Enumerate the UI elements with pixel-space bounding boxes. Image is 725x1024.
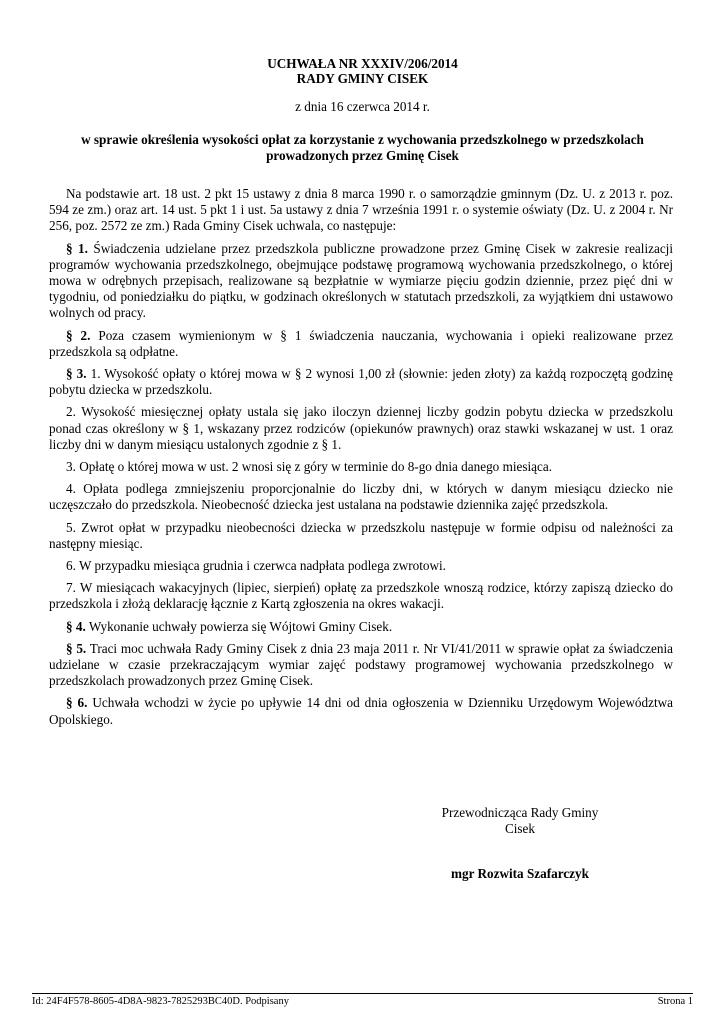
paragraph-3-3 — [49, 459, 673, 475]
paragraph-text: 1. Wysokość opłaty o której mowa w § 2 wynosi 1,00 zł (słownie: jeden złoty) za każdą rozpoczętą godzinę pobytu dziecka w przedszkolu. — [49, 366, 674, 398]
paragraph-mark: § 2. — [66, 327, 91, 343]
resolution-date: z dnia 16 czerwca 2014 r. — [295, 99, 430, 114]
paragraph-3-5 — [49, 520, 673, 552]
paragraph-2 — [49, 328, 673, 360]
paragraph-5 — [49, 641, 673, 690]
paragraph-text: 6. W przypadku miesiąca grudnia i czerwca nadpłata podlega zwrotowi. — [66, 558, 446, 574]
paragraph-3-6 — [49, 558, 673, 574]
paragraph-3-1 — [49, 366, 673, 398]
signatory-name: mgr Rozwita Szafarczyk — [451, 866, 589, 881]
signature-role-line2: Cisek — [504, 821, 536, 836]
paragraph-mark: § 3. — [66, 366, 87, 382]
preamble: Na podstawie art. 18 ust. 2 pkt 15 ustawy z dnia 8 marca 1990 r. o samorządzie gminnym (Dz. U. z 2013 r. poz. 594 ze zm.) oraz art. 14 ust. 5 pkt 1 i ust. 5a ustawy z dnia 7 września 1991 r. o systemie oświaty (Dz. U. z 2004 r. Nr 256, poz. 2572 ze zm.) Rada Gminy Cisek uchwala, co następuje: — [49, 186, 673, 234]
footer-divider — [32, 993, 693, 994]
paragraph-mark: § 4. — [66, 618, 86, 634]
paragraph-text: Traci moc uchwała Rady Gminy Cisek z dnia 23 maja 2011 r. Nr VI/41/2011 w sprawie opłat za świadczenia udzielane w czasie przekraczającym wymiar zajęć podstawy programowej wychowania przedszkolnego w przedszkolach prowadzonych przez Gminę Cisek. — [49, 640, 673, 689]
council-name: RADY GMINY CISEK — [296, 71, 429, 86]
paragraph-1 — [49, 241, 673, 322]
paragraph-text: 3. Opłatę o której mowa w ust. 2 wnosi się z góry w terminie do 8-go dnia danego miesiąca. — [66, 459, 552, 475]
resolution-body — [49, 186, 673, 734]
paragraph-text: 5. Zwrot opłat w przypadku nieobecności dziecka w przedszkolu następuje w formie odpisu od należności za następny miesiąc. — [49, 519, 673, 551]
signature-role-line1: Przewodnicząca Rady Gminy — [441, 805, 599, 820]
page-number: Strona 1 — [657, 996, 693, 1007]
paragraph-text: 7. W miesiącach wakacyjnych (lipiec, sierpień) opłatę za przedszkole wnoszą rodzice, którzy zapiszą dziecko do przedszkola i złożą deklarację łącznie z Kartą zgłoszenia na okres wakacji. — [49, 580, 673, 612]
paragraph-text: Wykonanie uchwały powierza się Wójtowi Gminy Cisek. — [85, 618, 393, 634]
paragraph-mark: § 5. — [66, 640, 87, 656]
resolution-subject: w sprawie określenia wysokości opłat za korzystanie z wychowania przedszkolnego w przedszkolach prowadzonych przez Gminę Cisek — [81, 132, 644, 163]
paragraph-6 — [49, 695, 673, 727]
paragraph-3-7 — [49, 580, 673, 612]
resolution-number: UCHWAŁA NR XXXIV/206/2014 — [267, 56, 458, 71]
paragraph-3-2 — [49, 404, 673, 453]
paragraph-3-4 — [49, 481, 673, 513]
paragraph-text: 4. Opłata podlega zmniejszeniu proporcjonalnie do liczby dni, w których w danym miesiącu dziecko nie uczęszczało do przedszkola. Nieobecność dziecka jest ustalana na podstawie dziennika zajęć przedszkola. — [49, 481, 673, 513]
paragraph-text: Świadczenia udzielane przez przedszkola publiczne prowadzone przez Gminę Cisek w zakresie realizacji programów wychowania przedszkolnego, obejmujące podstawę programową wychowania przedszkolnego, o której mowa w odrębnych przepisach, realizowane są bezpłatnie w wymiarze pięciu godzin dziennie, przez pięć dni w tygodniu, od poniedziałku do piątku, w godzinach określonych w statutach przedszkoli, za wyjątkiem dni ustawowo wolnych od pracy. — [49, 240, 673, 321]
paragraph-text: Poza czasem wymienionym w § 1 świadczenia nauczania, wychowania i opieki realizowane przez przedszkola są odpłatne. — [49, 327, 674, 359]
paragraph-text: 2. Wysokość miesięcznej opłaty ustala się jako iloczyn dziennej liczby godzin pobytu dziecka w przedszkolu ponad czas określony w § 1, wskazany przez rodziców (opiekunów prawnych) oraz stawki wskazanej w ust. 1 oraz liczby dni w danym miesiącu ustalonych zgodnie z § 1. — [49, 404, 673, 452]
paragraph-mark: § 1. — [66, 240, 88, 256]
paragraph-mark: § 6. — [66, 695, 88, 711]
document-id: Id: 24F4F578-8605-4D8A-9823-7825293BC40D. Podpisany — [32, 996, 289, 1007]
paragraph-text: Uchwała wchodzi w życie po upływie 14 dni od dnia ogłoszenia w Dzienniku Urzędowym Województwa Opolskiego. — [49, 695, 674, 727]
paragraph-4 — [49, 619, 673, 635]
